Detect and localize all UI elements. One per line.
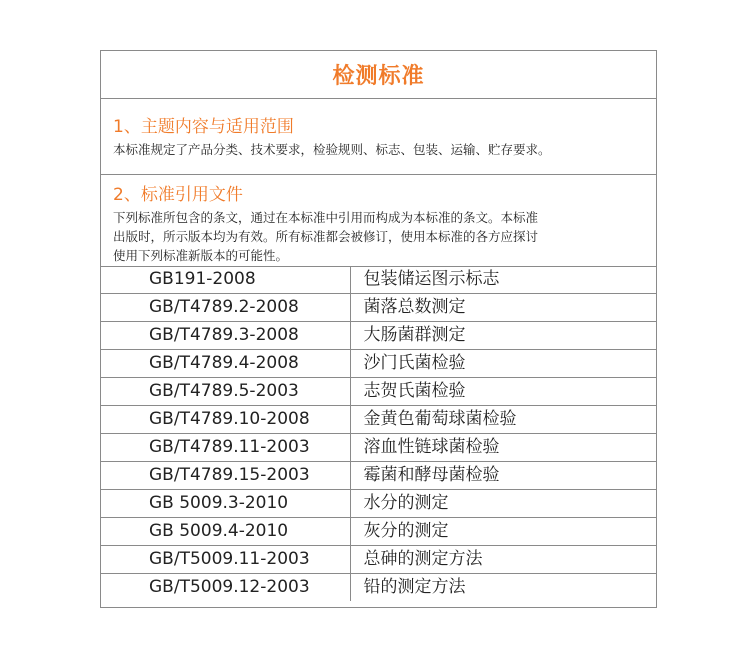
table-row [101,266,656,294]
standard-name: 溶血性链球菌检验 [350,434,656,462]
references-text-line: 出版时，所示版本均为有效。所有标准都会被修订，使用本标准的各方应探讨 [113,229,539,244]
standard-code: GB/T4789.11-2003 [101,434,350,462]
table-row [101,574,656,602]
table-row [101,490,656,518]
standard-code: GB191-2008 [101,266,350,294]
standard-name: 水分的测定 [350,490,656,518]
table-row [101,350,656,378]
table-row [101,406,656,434]
standard-code: GB 5009.3-2010 [101,490,350,518]
standard-code: GB/T4789.4-2008 [101,350,350,378]
table-row [101,434,656,462]
standard-name: 大肠菌群测定 [350,322,656,350]
section-scope [101,98,656,175]
table-row [101,518,656,546]
standard-name: 金黄色葡萄球菌检验 [350,406,656,434]
table-row [101,294,656,322]
references-text-line: 使用下列标准新版本的可能性。 [113,248,289,263]
standard-name: 灰分的测定 [350,518,656,546]
section-scope-text: 本标准规定了产品分类、技术要求，检验规则、标志、包装、运输、贮存要求。 [113,142,551,157]
standards-table [101,266,656,601]
table-row [101,378,656,406]
section-references [101,174,656,267]
standard-code: GB/T4789.3-2008 [101,322,350,350]
standard-code: GB/T4789.2-2008 [101,294,350,322]
standard-name: 包装储运图示标志 [350,266,656,294]
standard-name: 沙门氏菌检验 [350,350,656,378]
standard-name: 志贺氏菌检验 [350,378,656,406]
table-row [101,462,656,490]
table-row [101,322,656,350]
section-scope-heading: 1、主题内容与适用范围 [113,117,294,137]
document-title: 检测标准 [101,51,656,99]
standard-code: GB/T5009.11-2003 [101,546,350,574]
standard-code: GB 5009.4-2010 [101,518,350,546]
section-references-heading: 2、标准引用文件 [113,185,243,205]
standard-name: 菌落总数测定 [350,294,656,322]
table-row [101,546,656,574]
standard-name: 霉菌和酵母菌检验 [350,462,656,490]
references-text-line: 下列标准所包含的条文，通过在本标准中引用而构成为本标准的条文。本标准 [113,210,539,225]
standard-code: GB/T4789.5-2003 [101,378,350,406]
section-references-text [113,208,642,265]
standards-document [100,50,657,608]
standard-code: GB/T4789.10-2008 [101,406,350,434]
standard-code: GB/T4789.15-2003 [101,462,350,490]
standard-name: 总砷的测定方法 [350,546,656,574]
standard-code: GB/T5009.12-2003 [101,574,350,602]
standard-name: 铅的测定方法 [363,577,466,597]
